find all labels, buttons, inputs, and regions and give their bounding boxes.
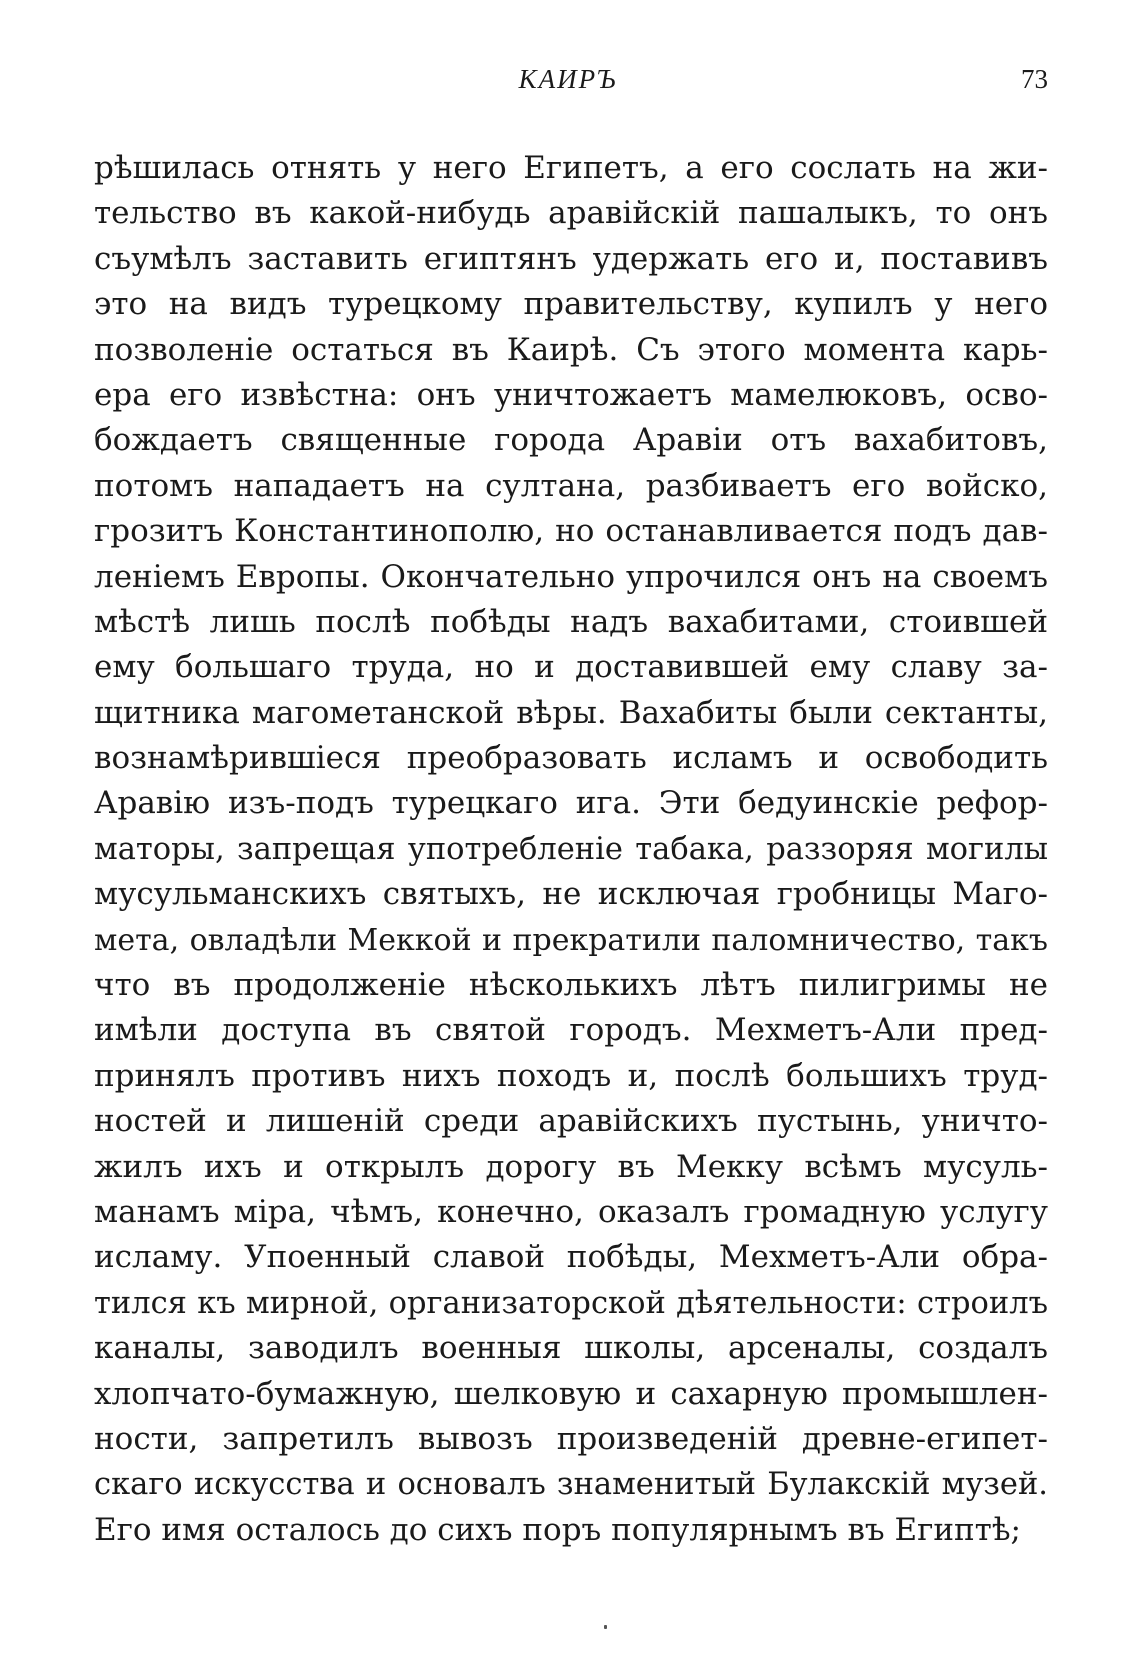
text-line: мусульманскихъ святыхъ, не исключая гробницы Маго- xyxy=(94,876,1048,913)
text-line: тился къ мирной, организаторской дѣятельности: строилъ xyxy=(94,1285,1048,1321)
text-line: ностей и лишеній среди аравійскихъ пустынь, уничто- xyxy=(94,1103,1048,1140)
text-line: манамъ міра, чѣмъ, конечно, оказалъ громадную услугу xyxy=(94,1193,1048,1230)
text-line: грозитъ Константинополю, но останавливается подъ дав- xyxy=(94,513,1048,550)
text-line: бождаетъ священные города Аравіи отъ вахабитовъ, xyxy=(94,422,1048,459)
text-line: ности, запретилъ вывозъ произведеній древне-египет- xyxy=(94,1420,1048,1457)
text-line: потомъ нападаетъ на султана, разбиваетъ его войско, xyxy=(94,467,1048,504)
text-line: леніемъ Европы. Окончательно упрочился онъ на своемъ xyxy=(94,558,1048,595)
text-line: тельство въ какой-нибудь аравійскій пашалыкъ, то онъ xyxy=(94,195,1048,232)
text-line: маторы, запрещая употребленіе табака, раззоряя могилы xyxy=(94,831,1048,867)
text-line: ему большаго труда, но и доставившей ему славу за- xyxy=(94,649,1048,686)
body-text xyxy=(94,146,1048,1553)
text-line: скаго искусства и основалъ знаменитый Булакскій музей. xyxy=(94,1467,1048,1503)
text-line: щитника магометанской вѣры. Вахабиты были сектанты, xyxy=(94,694,1048,731)
text-line: съумѣлъ заставить египтянъ удержать его и, поставивъ xyxy=(94,240,1048,277)
text-line: рѣшилась отнять у него Египетъ, а его сослать на жи- xyxy=(94,150,1048,186)
text-line: позволеніе остаться въ Каирѣ. Съ этого момента карь- xyxy=(94,331,1048,368)
text-line: исламу. Упоенный славой побѣды, Мехметъ-Али обра- xyxy=(94,1239,1048,1276)
text-line: что въ продолженіе нѣсколькихъ лѣтъ пилигримы не xyxy=(94,967,1048,1004)
text-line: жилъ ихъ и открылъ дорогу въ Мекку всѣмъ мусуль- xyxy=(94,1148,1048,1185)
print-speck xyxy=(604,1625,607,1629)
page-number: 73 xyxy=(1021,64,1048,94)
text-line: вознамѣрившіеся преобразовать исламъ и освободить xyxy=(94,740,1048,777)
text-line: мета, овладѣли Меккой и прекратили паломничество, такъ xyxy=(94,922,1048,958)
text-line: это на видъ турецкому правительству, купилъ у него xyxy=(94,286,1048,323)
text-line: мѣстѣ лишь послѣ побѣды надъ вахабитами, стоившей xyxy=(94,603,1048,640)
text-line: имѣли доступа въ святой городъ. Мехметъ-Али пред- xyxy=(94,1012,1048,1049)
text-line: хлопчато-бумажную, шелковую и сахарную промышлен- xyxy=(94,1375,1048,1412)
text-line: принялъ противъ нихъ походъ и, послѣ большихъ труд- xyxy=(94,1057,1048,1094)
text-line: ера его извѣстна: онъ уничтожаетъ мамелюковъ, осво- xyxy=(94,376,1048,413)
text-line: Аравію изъ-подъ турецкаго ига. Эти бедуинскіе рефор- xyxy=(94,785,1048,822)
running-head xyxy=(88,64,1048,104)
running-title: КАИРЪ xyxy=(518,64,618,94)
text-line: Его имя осталось до сихъ поръ популярнымъ въ Египтѣ; xyxy=(94,1511,1021,1548)
text-line: каналы, заводилъ военныя школы, арсеналы, создалъ xyxy=(94,1330,1048,1367)
